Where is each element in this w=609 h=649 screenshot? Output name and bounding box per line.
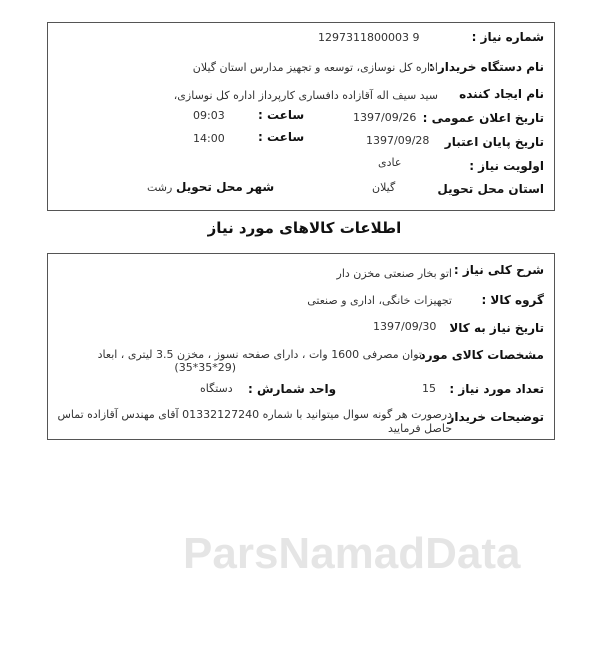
deadline-date-value: 1397/09/28 <box>366 134 430 147</box>
qty-value: 15 <box>422 382 436 395</box>
city-label: شهر محل تحویل <box>176 180 275 194</box>
unit-value: دستگاه <box>200 382 233 395</box>
need-number-label: شماره نیاز : <box>471 30 544 44</box>
goods-desc-label: شرح کلی نیاز : <box>453 263 544 277</box>
deadline-time-value: 14:00 <box>193 132 225 145</box>
priority-label: اولویت نیاز : <box>469 159 544 173</box>
creator-label: نام ایجاد کننده <box>459 87 544 101</box>
goods-info-panel <box>47 253 555 578</box>
announce-time-value: 09:03 <box>193 109 225 122</box>
province-label: استان محل تحویل <box>437 182 544 196</box>
buyer-value: اداره کل نوسازی، توسعه و تجهیز مدارس استان گیلان <box>192 61 438 74</box>
city-value: رشت <box>147 181 173 194</box>
announce-date-label: تاریخ اعلان عمومی : <box>422 111 544 125</box>
goods-desc-value: اتو بخار صنعتی مخزن دار <box>336 267 452 280</box>
spec-label: مشخصات کالای مورد <box>419 348 544 362</box>
need-date-value: 1397/09/30 <box>373 320 437 333</box>
announce-date-value: 1397/09/26 <box>353 111 417 124</box>
need-info-panel <box>47 22 555 211</box>
deadline-time-label: ساعت : <box>258 130 305 144</box>
deadline-label: تاریخ پایان اعتبار <box>444 135 544 149</box>
watermark <box>143 509 563 649</box>
notes-line1: درصورت هر گونه سوال میتوانید با شماره 01332127240 آقای مهندس آقازاده تماس <box>57 408 452 421</box>
need-date-label: تاریخ نیاز به کالا <box>449 321 544 335</box>
watermark-text: ParsNamadData <box>183 529 521 578</box>
notes-line2: حاصل فرمایید <box>387 422 452 435</box>
unit-label: واحد شمارش : <box>248 382 337 396</box>
creator-value: سید سیف اله آقازاده دافساری کارپرداز اداره کل نوسازی، <box>173 89 438 102</box>
notes-label: توضیحات خریدار <box>447 410 544 424</box>
spec-line2: (35*35*29) <box>174 361 236 374</box>
goods-group-value: تجهیزات خانگی، اداری و صنعتی <box>307 294 452 307</box>
goods-group-label: گروه کالا : <box>481 293 544 307</box>
need-number-value: 1297311800003 9 <box>318 31 420 44</box>
qty-label: تعداد مورد نیاز : <box>449 382 544 396</box>
announce-time-label: ساعت : <box>258 108 305 122</box>
buyer-label: نام دستگاه خریدار : <box>428 60 544 74</box>
province-value: گیلان <box>372 181 396 194</box>
spec-line1: توان مصرفی 1600 وات ، دارای صفحه نسوز ، مخزن 3.5 لیتری ، ابعاد <box>97 348 422 361</box>
priority-value: عادی <box>378 156 402 169</box>
section-title: اطلاعات کالاهای مورد نیاز <box>207 219 402 237</box>
